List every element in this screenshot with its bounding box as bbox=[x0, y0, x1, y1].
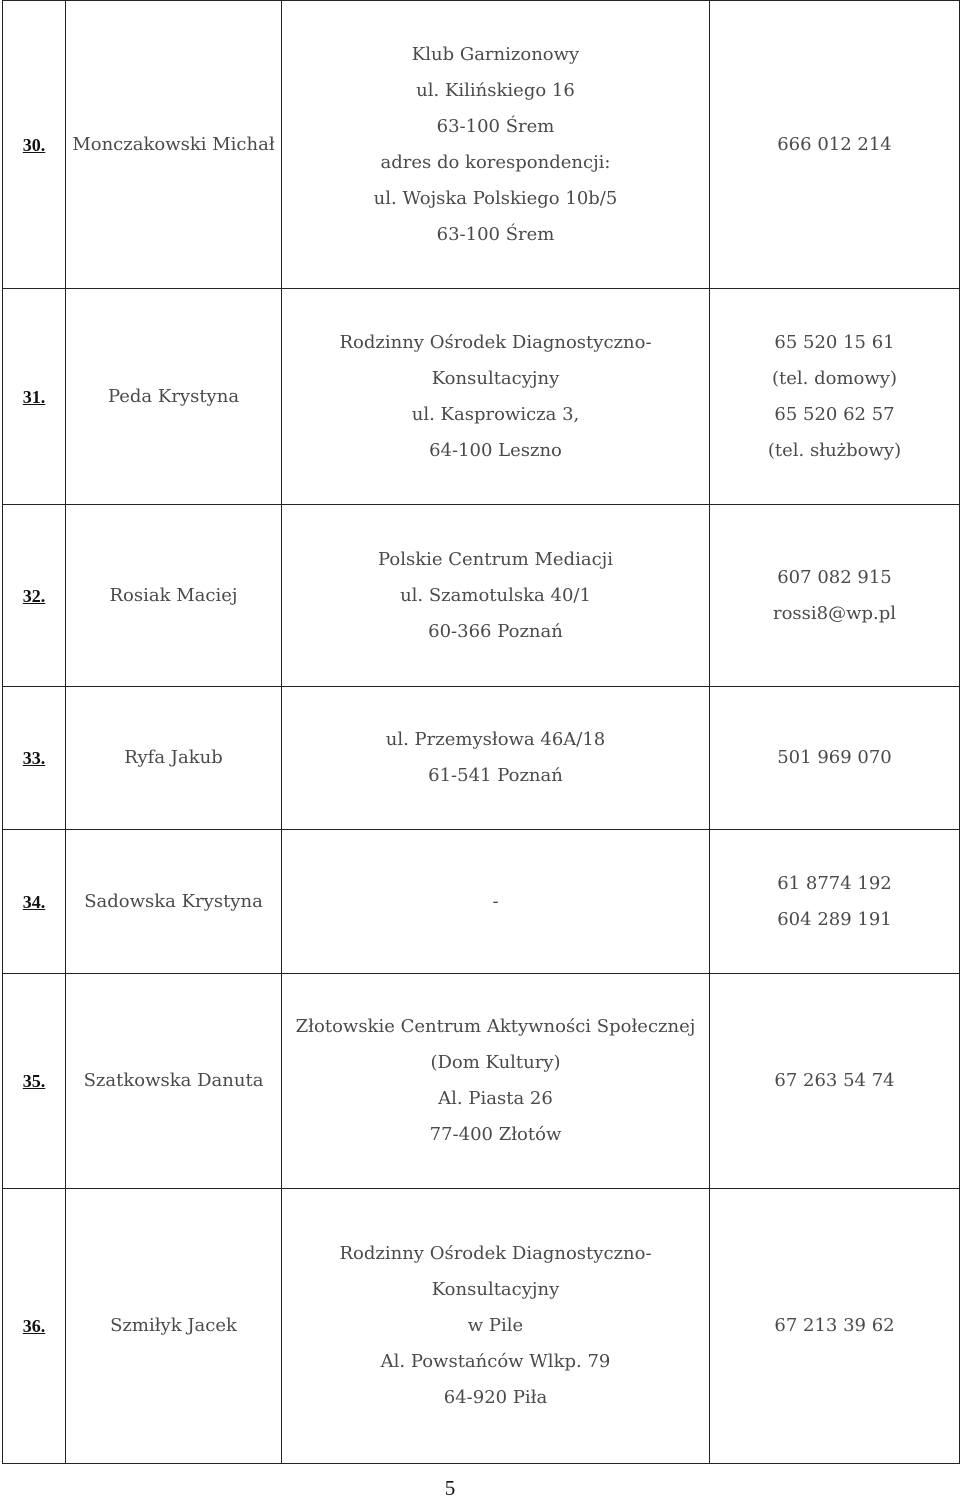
entry-contact bbox=[710, 1, 960, 289]
org-line: 64-100 Leszno bbox=[429, 439, 562, 461]
contact-line: 61 8774 192 bbox=[777, 872, 892, 894]
table-row bbox=[3, 687, 960, 830]
entry-organization bbox=[282, 1, 710, 289]
org-line: 61-541 Poznań bbox=[428, 765, 563, 786]
page-number: 5 bbox=[444, 1476, 456, 1500]
org-line: (Dom Kultury) bbox=[430, 1052, 561, 1073]
entry-organization bbox=[282, 974, 710, 1189]
entry-contact bbox=[710, 1189, 960, 1464]
entry-name: Peda Krystyna bbox=[66, 289, 282, 505]
contact-table bbox=[2, 0, 960, 1464]
contact-line: 607 082 915 bbox=[777, 566, 892, 588]
org-line: 60-366 Poznań bbox=[428, 620, 563, 642]
contact-line: 67 263 54 74 bbox=[774, 1070, 895, 1091]
entry-number: 35. bbox=[3, 974, 66, 1189]
org-line: Rodzinny Ośrodek Diagnostyczno-Konsultacyjny bbox=[339, 1243, 652, 1300]
entry-contact bbox=[710, 974, 960, 1189]
contact-line: 67 213 39 62 bbox=[774, 1315, 895, 1336]
org-line: Złotowskie Centrum Aktywności Społecznej bbox=[295, 1016, 696, 1037]
entry-number: 34. bbox=[3, 830, 66, 974]
entry-number: 31. bbox=[3, 289, 66, 505]
org-line: ul. Kilińskiego 16 bbox=[416, 79, 575, 101]
entry-organization bbox=[282, 289, 710, 505]
contact-line: 501 969 070 bbox=[777, 747, 892, 768]
entry-organization bbox=[282, 1189, 710, 1464]
org-line: 63-100 Śrem bbox=[436, 115, 555, 137]
entry-number: 30. bbox=[3, 1, 66, 289]
contact-line: 65 520 62 57 bbox=[774, 403, 895, 425]
contact-line: 666 012 214 bbox=[777, 133, 892, 155]
entry-contact bbox=[710, 687, 960, 830]
table-row bbox=[3, 1, 960, 289]
table-row bbox=[3, 1189, 960, 1464]
org-line: adres do korespondencji: bbox=[380, 151, 611, 173]
entry-name: Sadowska Krystyna bbox=[66, 830, 282, 974]
org-line: Klub Garnizonowy bbox=[411, 43, 580, 65]
contact-line: (tel. domowy) bbox=[772, 367, 897, 389]
org-line: ul. Wojska Polskiego 10b/5 bbox=[373, 187, 618, 209]
entry-name: Rosiak Maciej bbox=[66, 505, 282, 687]
entry-name: Szatkowska Danuta bbox=[66, 974, 282, 1189]
org-line: Al. Piasta 26 bbox=[438, 1088, 553, 1109]
org-line: ul. Przemysłowa 46A/18 bbox=[385, 729, 606, 750]
org-line: w Pile bbox=[467, 1315, 524, 1336]
entry-number: 33. bbox=[3, 687, 66, 830]
entry-contact bbox=[710, 289, 960, 505]
entry-name: Monczakowski Michał bbox=[66, 1, 282, 289]
table-row bbox=[3, 830, 960, 974]
entry-organization bbox=[282, 687, 710, 830]
org-line: 77-400 Złotów bbox=[429, 1124, 562, 1145]
contact-line: (tel. służbowy) bbox=[767, 439, 902, 461]
entry-number: 32. bbox=[3, 505, 66, 687]
entry-organization bbox=[282, 830, 710, 974]
table-row bbox=[3, 289, 960, 505]
org-line: Rodzinny Ośrodek Diagnostyczno-Konsultacyjny bbox=[339, 331, 652, 389]
entry-name: Ryfa Jakub bbox=[66, 687, 282, 830]
org-line: ul. Kasprowicza 3, bbox=[411, 403, 580, 425]
entry-organization bbox=[282, 505, 710, 687]
org-line: ul. Szamotulska 40/1 bbox=[400, 584, 591, 606]
org-line: 64-920 Piła bbox=[443, 1387, 548, 1408]
contact-table-body bbox=[3, 1, 960, 1464]
entry-contact bbox=[710, 505, 960, 687]
org-line: Polskie Centrum Mediacji bbox=[377, 548, 613, 570]
entry-contact bbox=[710, 830, 960, 974]
contact-line: 65 520 15 61 bbox=[774, 331, 895, 353]
table-row bbox=[3, 974, 960, 1189]
entry-name: Szmiłyk Jacek bbox=[66, 1189, 282, 1464]
contact-line: 604 289 191 bbox=[777, 908, 892, 930]
table-row bbox=[3, 505, 960, 687]
org-line: 63-100 Śrem bbox=[436, 223, 555, 245]
org-line: - bbox=[492, 890, 499, 912]
contact-line: rossi8@wp.pl bbox=[772, 602, 897, 624]
entry-number: 36. bbox=[3, 1189, 66, 1464]
org-line: Al. Powstańców Wlkp. 79 bbox=[380, 1351, 611, 1372]
